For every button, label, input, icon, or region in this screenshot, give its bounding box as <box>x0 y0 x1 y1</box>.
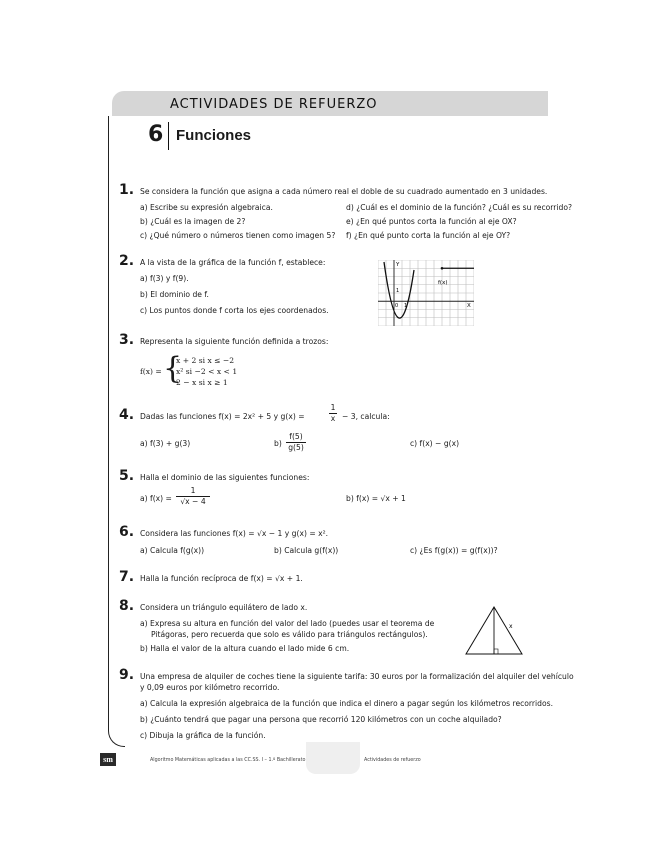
exercise-8-triangle <box>460 604 526 656</box>
chapter-number: 6 <box>148 122 164 147</box>
exercise-3-row1: x + 2 si x ≤ −2 <box>176 356 235 365</box>
exercise-6-a: a) Calcula f(g(x)) <box>140 546 205 555</box>
exercise-2-b: b) El dominio de f. <box>140 290 209 299</box>
exercise-9-number: 9. <box>119 667 135 683</box>
exercise-5-b: b) f(x) = √x + 1 <box>346 494 406 503</box>
exercise-4-fraction <box>329 404 337 422</box>
exercise-1-d: d) ¿Cuál es el dominio de la función? ¿Cuál es su recorrido? <box>346 203 572 212</box>
exercise-5-a-den: √x − 4 <box>180 496 206 506</box>
header-title: ACTIVIDADES DE REFUERZO <box>170 97 378 112</box>
graph-label-f: f(x) <box>438 280 448 286</box>
exercise-8-b: b) Halla el valor de la altura cuando el lado mide 6 cm. <box>140 644 350 653</box>
exercise-4-c: c) f(x) − g(x) <box>410 439 460 448</box>
exercise-9-b: b) ¿Cuánto tendrá que pagar una persona que recorrió 120 kilómetros con un coche alquilado? <box>140 715 502 724</box>
exercise-2-statement: A la vista de la gráfica de la función f, establece: <box>140 258 326 267</box>
exercise-3-brace: { <box>163 351 183 386</box>
exercise-8-statement: Considera un triángulo equilátero de lado x. <box>140 603 308 612</box>
exercise-3-fx: f(x) = <box>140 367 162 376</box>
graph-label-x: X <box>467 303 471 309</box>
exercise-6-statement: Considera las funciones f(x) = √x − 1 y g(x) = x². <box>140 529 329 538</box>
exercise-9-a: a) Calcula la expresión algebraica de la función que indica el dinero a pagar según los kilómetros recorridos. <box>140 699 553 708</box>
exercise-4-b-den: g(5) <box>288 442 304 452</box>
graph-tick-origin: 0 <box>395 303 399 309</box>
chapter-separator <box>168 122 169 150</box>
right-angle-mark <box>494 649 498 654</box>
exercise-2-graph <box>378 260 474 326</box>
graph-endpoint <box>441 267 444 270</box>
footer-tab <box>306 742 360 774</box>
exercise-4-statement-a: Dadas las funciones f(x) = 2x² + 5 y g(x) = <box>140 412 305 421</box>
exercise-1-number: 1. <box>119 182 135 198</box>
chapter-title: Funciones <box>176 127 252 144</box>
exercise-9-statement-line2: y 0,09 euros por kilómetro recorrido. <box>140 683 280 692</box>
exercise-9-statement-line1: Una empresa de alquiler de coches tiene la siguiente tarifa: 30 euros por la formalización del alquiler del vehículo <box>140 672 574 681</box>
exercise-6-number: 6. <box>119 524 135 540</box>
publisher-logo: sm <box>100 753 116 766</box>
exercise-4-frac-den: x <box>330 413 336 423</box>
exercise-4-b: b) <box>274 439 282 448</box>
exercise-8-number: 8. <box>119 598 135 614</box>
exercise-5-number: 5. <box>119 468 135 484</box>
exercise-8-a-line2: Pitágoras, pero recuerda que solo es válido para triángulos rectángulos). <box>151 630 428 639</box>
exercise-5-a-fraction <box>176 487 210 505</box>
exercise-5-statement: Halla el dominio de las siguientes funciones: <box>140 473 310 482</box>
exercise-1-b: b) ¿Cuál es la imagen de 2? <box>140 217 246 226</box>
exercise-3-number: 3. <box>119 332 135 348</box>
margin-rule <box>108 116 125 747</box>
graph-label-y: Y <box>396 262 400 268</box>
footer-right-text: Actividades de refuerzo <box>364 758 421 763</box>
graph-tick-x1: 1 <box>404 303 408 309</box>
exercise-2-a: a) f(3) y f(9). <box>140 274 189 283</box>
exercise-6-c: c) ¿Es f(g(x)) = g(f(x))? <box>410 546 498 555</box>
exercise-9-c: c) Dibuja la gráfica de la función. <box>140 731 266 740</box>
exercise-4-a: a) f(3) + g(3) <box>140 439 191 448</box>
exercise-3-statement: Representa la siguiente función definida a trozos: <box>140 337 329 346</box>
exercise-2-c: c) Los puntos donde f corta los ejes coordenados. <box>140 306 329 315</box>
graph-tick-y1: 1 <box>396 288 400 294</box>
exercise-8-a-line1: a) Expresa su altura en función del valor del lado (puedes usar el teorema de <box>140 619 435 628</box>
exercise-5-a-num: 1 <box>190 486 196 495</box>
exercise-1-f: f) ¿En qué punto corta la función al eje OY? <box>346 231 511 240</box>
footer-left-text: Algoritmo Matemáticas aplicadas a las CC.SS. I – 1.º Bachillerato <box>150 758 306 763</box>
exercise-1-e: e) ¿En qué puntos corta la función al eje OX? <box>346 217 517 226</box>
exercise-3-row2: x² si −2 < x < 1 <box>176 367 238 376</box>
exercise-4-frac-num: 1 <box>330 403 336 412</box>
exercise-1-statement: Se considera la función que asigna a cada número real el doble de su cuadrado aumentado en 3 unidades. <box>140 187 548 196</box>
exercise-1-c: c) ¿Qué número o números tienen como imagen 5? <box>140 231 336 240</box>
exercise-7-statement: Halla la función recíproca de f(x) = √x + 1. <box>140 574 303 583</box>
exercise-4-statement-b: − 3, calcula: <box>342 412 390 421</box>
exercise-6-b: b) Calcula g(f(x)) <box>274 546 339 555</box>
exercise-1-a: a) Escribe su expresión algebraica. <box>140 203 273 212</box>
exercise-4-number: 4. <box>119 407 135 423</box>
exercise-3-row3: 2 − x si x ≥ 1 <box>176 378 228 387</box>
exercise-7-number: 7. <box>119 569 135 585</box>
graph-grid <box>378 260 474 326</box>
exercise-2-number: 2. <box>119 253 135 269</box>
triangle-side-label: x <box>509 623 513 630</box>
exercise-4-b-fraction <box>286 433 306 451</box>
exercise-5-a: a) f(x) = <box>140 494 172 503</box>
exercise-4-b-num: f(5) <box>289 432 303 441</box>
